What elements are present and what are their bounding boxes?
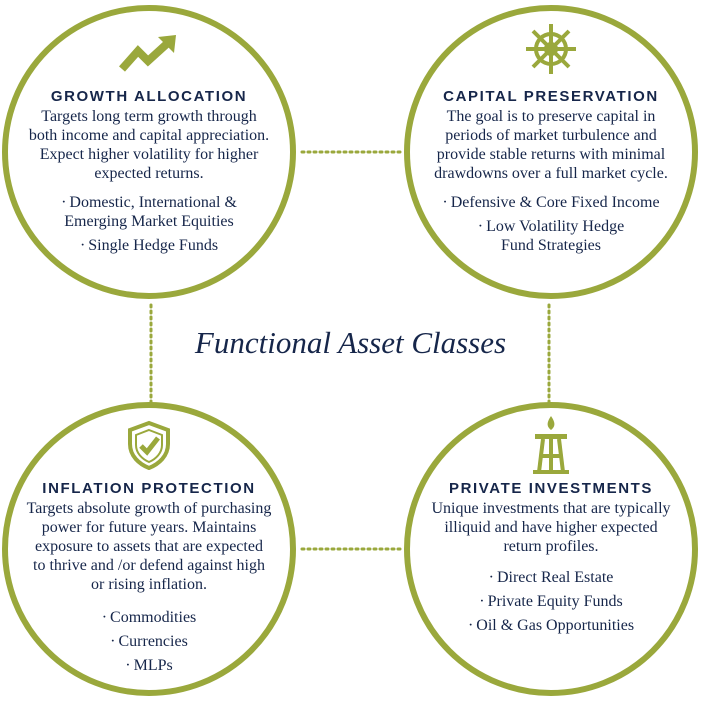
list-item: · Commodities <box>101 609 197 626</box>
description-line: provide stable returns with minimal <box>436 146 666 163</box>
list-item-text: MLPs <box>133 657 173 674</box>
quadrant-title: INFLATION PROTECTION <box>42 480 256 497</box>
list-item: · Oil & Gas Opportunities <box>467 617 635 634</box>
list-item: · Low Volatility Hedge Fund Strategies <box>410 217 692 255</box>
list-item-text: Domestic, International & <box>69 194 237 211</box>
list-item-text: Emerging Market Equities <box>64 213 234 230</box>
growth-arrow-icon <box>118 33 180 75</box>
list-item-text: Low Volatility Hedge <box>486 218 625 235</box>
description-line: Targets long term growth through <box>41 108 257 125</box>
list-item-text: Private Equity Funds <box>487 593 623 610</box>
diagram-title: Functional Asset Classes <box>194 325 507 360</box>
asset-list <box>8 608 290 680</box>
list-item: · Domestic, International & Emerging Market Equities <box>8 193 290 231</box>
description-line: drawdowns over a full market cycle. <box>434 165 668 182</box>
description-line: power for future years. Maintains <box>41 519 257 536</box>
quadrant-title: PRIVATE INVESTMENTS <box>448 480 654 497</box>
description-line: both income and capital appreciation. <box>28 127 270 144</box>
list-item: · Private Equity Funds <box>479 593 623 610</box>
growth-allocation-circle <box>2 5 296 299</box>
list-item-text: Oil & Gas Opportunities <box>476 617 635 634</box>
description-line: to thrive and /or defend against high <box>33 557 265 574</box>
asset-list <box>410 193 692 260</box>
description-line: Unique investments that are typically <box>431 500 671 517</box>
list-item-text: Fund Strategies <box>501 237 601 254</box>
private-investments-circle <box>404 402 698 696</box>
asset-list <box>410 568 692 640</box>
list-item: · Direct Real Estate <box>488 569 614 586</box>
list-item-text: Single Hedge Funds <box>88 237 219 254</box>
description-line: or rising inflation. <box>91 576 207 593</box>
description-line: The goal is to preserve capital in <box>446 108 656 125</box>
description-line: expected returns. <box>94 165 204 182</box>
description-line: Targets absolute growth of purchasing <box>26 500 272 517</box>
list-item-text: Currencies <box>118 633 188 650</box>
list-item: · Single Hedge Funds <box>79 237 219 254</box>
description-line: return profiles. <box>503 538 599 555</box>
list-item: · Defensive & Core Fixed Income <box>442 194 660 211</box>
list-item-text: Defensive & Core Fixed Income <box>450 194 660 211</box>
shield-check-icon <box>126 420 172 470</box>
description-line: Expect higher volatility for higher <box>39 146 259 163</box>
list-item: · Currencies <box>110 633 188 650</box>
list-item-text: Direct Real Estate <box>496 569 614 586</box>
list-item: · MLPs <box>125 657 173 674</box>
list-item-text: Commodities <box>110 609 197 626</box>
inflation-protection-circle <box>2 402 296 696</box>
description-line: illiquid and have higher expected <box>444 519 658 536</box>
ship-wheel-icon <box>523 21 579 77</box>
capital-preservation-circle <box>404 5 698 299</box>
quadrant-title: GROWTH ALLOCATION <box>50 88 248 105</box>
description-line: exposure to assets that are expected <box>35 538 263 555</box>
quadrant-title: CAPITAL PRESERVATION <box>443 88 659 105</box>
oil-derrick-icon <box>529 414 573 474</box>
asset-list <box>8 193 290 260</box>
description-line: periods of market turbulence and <box>445 127 657 144</box>
